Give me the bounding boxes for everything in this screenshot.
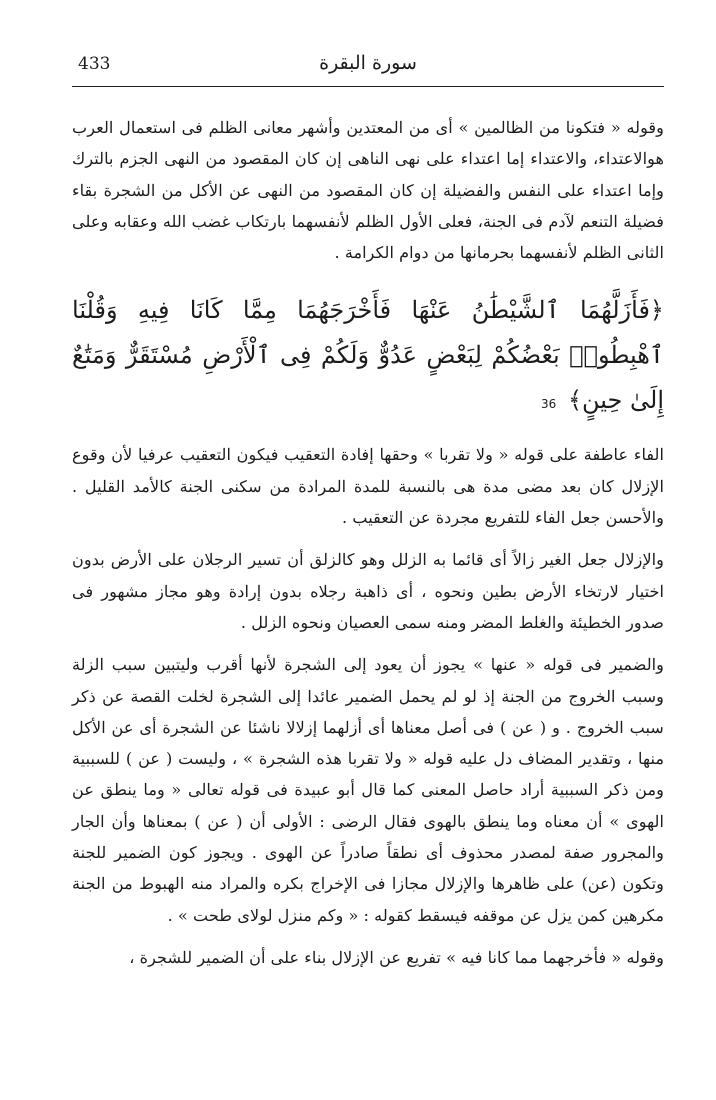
verse-text: ﴿فَأَزَلَّهُمَا ٱلشَّيْطَٰنُ عَنْهَا فَأَخْرَجَهُمَا مِمَّا كَانَا فِيهِ وَقُلْنَا ٱهْبِطُوا۟ بَعْضُكُمْ لِبَعْضٍ عَدُوٌّ وَلَكُمْ فِى ٱلْأَرْضِ مُسْتَقَرٌّ وَمَتَٰعٌ إِلَىٰ حِينٍ﴾ [72, 296, 664, 415]
paragraph-izlal: والإزلال جعل الغير زالاً أى قائما به الزلل وهو كالزلق أن تسير الرجلان على الأرض بدون اختيار لارتخاء الأرض بطين ونحوه ، أى ذاهبة رجلاه بدون إرادة وهو مجاز مشهور فى صدور الخطيئة والغلط المضر ومنه سمى العصيان ونحوه الزلل . [72, 550, 664, 632]
paragraph-fa-conjunction: الفاء عاطفة على قوله « ولا تقربا » وحقها إفادة التعقيب فيكون التعقيب عرفيا لأن وقوع الإزلال كان بعد مضى مدة هى بالنسبة للمدة المرادة من سكنى الجنة كالأمد القليل . والأحسن جعل الفاء للتفريع مجردة عن التعقيب . [72, 445, 664, 528]
running-title: سورة البقرة [319, 52, 417, 74]
page-body [72, 112, 664, 973]
verse-number: 36 [541, 397, 557, 412]
quran-verse [72, 288, 664, 427]
paragraph-pronoun: والضمير فى قوله « عنها » يجوز أن يعود إلى الشجرة لأنها أقرب وليتبين سبب الزلة وسبب الخروج من الجنة إذ لو لم يحمل الضمير عائدا إلى الشجرة لخلت القصة عن ذكر سبب الخروج . و ( عن ) فى أصل معناها أى أزلهما إزلالا ناشئا عن الشجرة أى عن الأكل منها ، وتقدير المضاف دل عليه قوله « ولا تقربا هذه الشجرة » ، وليست ( عن ) للسببية ومن ذكر السببية أراد حاصل المعنى كما قال أبو عبيدة فى قوله تعالى « وما ينطق عن الهوى » أن معناه وما ينطق بالهوى فقال الرضى : الأولى أن ( عن ) بمعناها وأن الجار والمجرور صفة لمصدر محذوف أى نطقاً صادراً عن الهوى . ويجوز كون الضمير للجنة وتكون (عن) على ظاهرها والإزلال مجازا فى الإخراج بكره والمراد منه الهبوط من الجنة مكرهين كمن يزل عن موقفه فيسقط كقوله : « وكم منزل لولاى طحت » . [72, 655, 664, 925]
paragraph-intro: وقوله « فتكونا من الظالمين » أى من المعتدين وأشهر معانى الظلم فى استعمال العرب هوالاعتداء، والاعتداء إما اعتداء على نهى الناهى إن كان المقصود من النهى الجزم بالترك وإما اعتداء على النفس والفضيلة إن كان المقصود من النهى عن الأكل من الشجرة بقاء فضيلة التنعم لآدم فى الجنة، فعلى الأول الظلم لأنفسهما بارتكاب غضب الله وعقابه وعلى الثانى الظلم لأنفسهما بحرمانها من دوام الكرامة . [72, 118, 664, 263]
page-header [72, 48, 664, 84]
header-rule [72, 86, 664, 87]
page-number: 433 [78, 54, 111, 74]
paragraph-akhrajahuma: وقوله « فأخرجهما مما كانا فيه » تفريع عن الإزلال بناء على أن الضمير للشجرة ، [129, 947, 664, 967]
